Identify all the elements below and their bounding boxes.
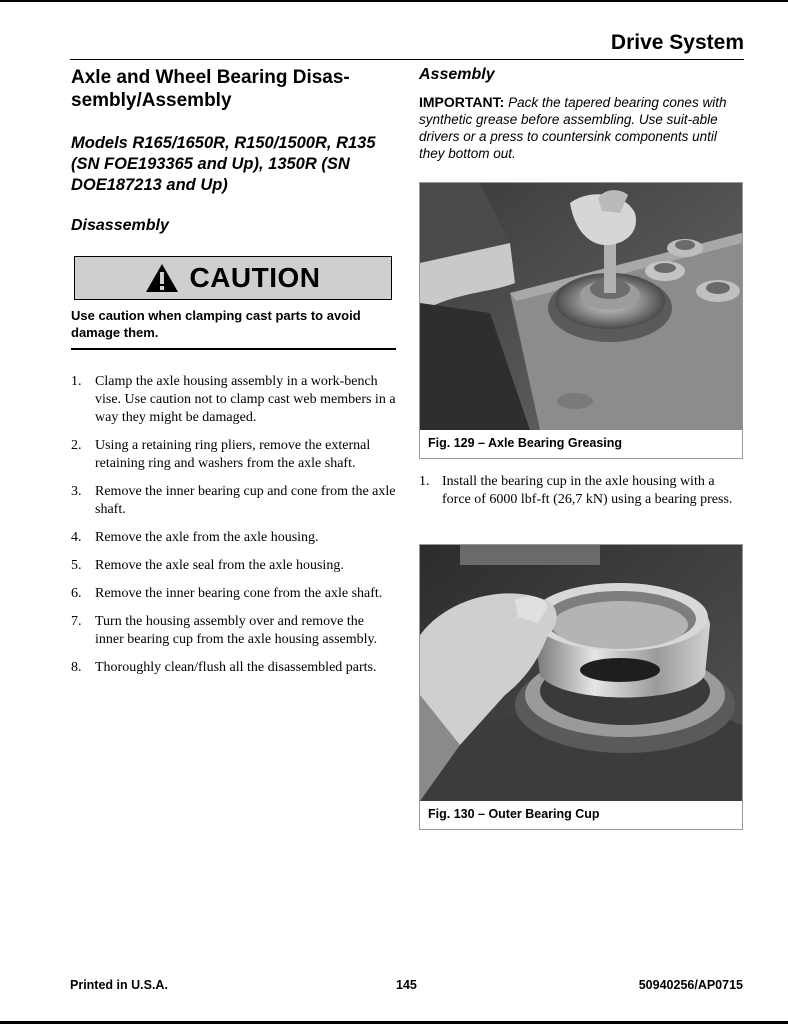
disassembly-steps xyxy=(71,373,396,687)
step-text: Clamp the axle housing assembly in a work-bench vise. Use caution not to clamp cast web members in a way they might be damaged. xyxy=(95,374,396,425)
outer-bearing-cup-photo xyxy=(420,545,742,801)
caution-banner xyxy=(74,256,392,300)
step-text: Turn the housing assembly over and remove the inner bearing cup from the axle housing assembly. xyxy=(95,614,378,647)
section-title: Drive System xyxy=(610,31,744,54)
top-rule xyxy=(0,0,788,2)
step-number: 5. xyxy=(71,558,82,573)
warning-triangle-icon xyxy=(145,263,179,293)
step-number: 3. xyxy=(71,484,82,499)
step-text: Thoroughly clean/flush all the disassembled parts. xyxy=(95,660,377,675)
list-item xyxy=(71,585,396,603)
header-rule xyxy=(70,59,744,60)
footer-doc-number: 50940256/AP0715 xyxy=(638,978,743,992)
step-number: 1. xyxy=(71,374,82,389)
left-column xyxy=(71,66,396,196)
step-text: Using a retaining ring pliers, remove the external retaining ring and washers from the axle shaft. xyxy=(95,438,371,471)
step-text: Install the bearing cup in the axle housing with a force of 6000 lbf-ft (26,7 kN) using a bearing press. xyxy=(442,474,733,507)
important-text: Pack the tapered bearing cones with synthetic grease before assembling. Use suit-able drivers or a press to countersink components until they bottom out. xyxy=(419,95,727,161)
important-label: IMPORTANT: xyxy=(419,94,505,110)
footer-page-number: 145 xyxy=(396,978,417,992)
footer-printed: Printed in U.S.A. xyxy=(70,978,168,992)
step-number: 1. xyxy=(419,474,430,489)
list-item xyxy=(71,373,396,427)
step-number: 8. xyxy=(71,660,82,675)
list-item xyxy=(71,529,396,547)
list-item xyxy=(71,483,396,519)
step-text: Remove the inner bearing cone from the axle shaft. xyxy=(95,586,383,601)
figure-caption: Fig. 130 – Outer Bearing Cup xyxy=(428,807,600,821)
figure-129 xyxy=(419,182,743,459)
step-number: 4. xyxy=(71,530,82,545)
step-number: 6. xyxy=(71,586,82,601)
right-column xyxy=(419,66,743,162)
list-item xyxy=(71,437,396,473)
step-text: Remove the axle seal from the axle housing. xyxy=(95,558,344,573)
axle-bearing-greasing-photo xyxy=(420,183,742,430)
step-text: Remove the inner bearing cup and cone from the axle shaft. xyxy=(95,484,396,517)
caution-text: Use caution when clamping cast parts to avoid damage them. xyxy=(71,308,361,340)
list-item xyxy=(71,613,396,649)
step-number: 2. xyxy=(71,438,82,453)
important-note xyxy=(419,94,743,162)
disassembly-heading: Disassembly xyxy=(71,217,169,234)
models-heading: Models R165/1650R, R150/1500R, R135 (SN FOE193365 and Up), 1350R (SN DOE187213 and Up) xyxy=(71,134,376,194)
figure-caption: Fig. 129 – Axle Bearing Greasing xyxy=(428,436,623,450)
assembly-heading: Assembly xyxy=(419,66,495,83)
figure-130 xyxy=(419,544,743,830)
caution-label: CAUTION xyxy=(189,262,321,293)
caution-rule xyxy=(71,348,396,350)
step-text: Remove the axle from the axle housing. xyxy=(95,530,319,545)
step-number: 7. xyxy=(71,614,82,629)
page-heading: Axle and Wheel Bearing Disas-sembly/Assembly xyxy=(71,67,350,111)
list-item xyxy=(71,659,396,677)
list-item xyxy=(419,473,743,509)
assembly-steps xyxy=(419,473,743,509)
list-item xyxy=(71,557,396,575)
